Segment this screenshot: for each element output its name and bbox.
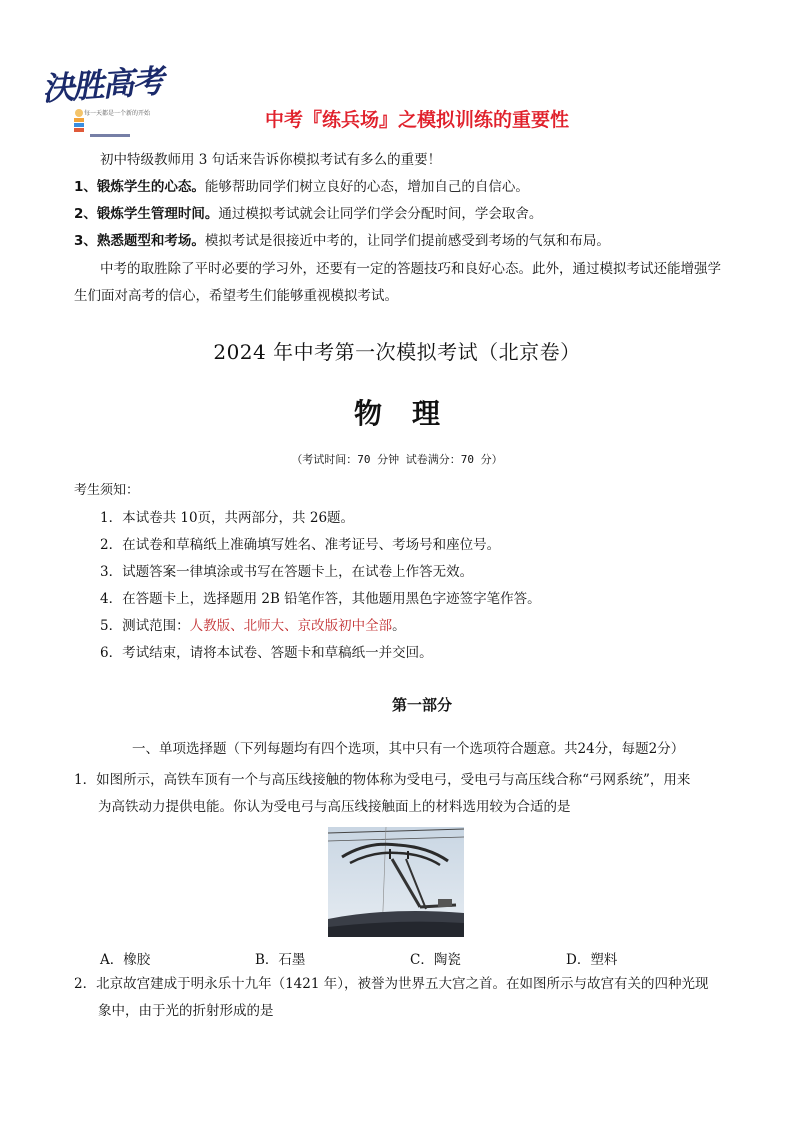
option-a[interactable]: A．橡胶 xyxy=(100,952,151,968)
logo-slogan: 每一天都是一个新的开始 xyxy=(84,110,151,117)
point-number: 1、 xyxy=(74,179,97,195)
pantograph-image-icon xyxy=(328,827,464,937)
intro-closing: 中考的取胜除了平时必要的学习外，还要有一定的答题技巧和良好心态。此外，通过模拟考试还能增强学生们面对高考的信心，希望考生们能够重视模拟考试。 xyxy=(74,261,721,304)
subject-title: 物理 xyxy=(353,397,470,430)
option-d[interactable]: D．塑料 xyxy=(566,952,618,968)
point-text: 能够帮助同学们树立良好的心态，增加自己的自信心。 xyxy=(204,179,529,195)
notice-item: 2．在试卷和草稿纸上准确填写姓名、准考证号、考场号和座位号。 xyxy=(100,537,501,553)
logo-text: 決胜高考 xyxy=(40,61,164,109)
point-number: 2、 xyxy=(74,206,97,222)
point-title: 熟悉题型和考场。 xyxy=(96,233,205,249)
section-title: 一、单项选择题（下列每题均有四个选项，其中只有一个选项符合题意。共24分，每题2分） xyxy=(132,741,685,757)
question-1 xyxy=(74,767,734,821)
scope-suffix: 。 xyxy=(392,618,406,634)
question-text-cont: 象中，由于光的折射形成的是 xyxy=(98,1003,274,1019)
intro-point-1 xyxy=(74,177,529,197)
intro-point-2 xyxy=(74,204,542,224)
exam-time-info: （考试时间：70 分钟 试卷满分：70 分） xyxy=(291,453,503,466)
option-b[interactable]: B．石墨 xyxy=(255,952,306,968)
point-title: 锻炼学生管理时间。 xyxy=(96,206,219,222)
notice-label: 考生须知： xyxy=(74,483,140,498)
scope-value: 人教版、北师大、京改版初中全部 xyxy=(189,618,393,634)
notice-item: 1．本试卷共 10页，共两部分，共 26题。 xyxy=(100,510,355,526)
intro-lead: 初中特级教师用 3 句话来告诉你模拟考试有多么的重要！ xyxy=(100,152,442,168)
point-text: 通过模拟考试就会让同学们学会分配时间，学会取舍。 xyxy=(218,206,543,222)
page-headline: 中考『练兵场』之模拟训练的重要性 xyxy=(264,109,569,131)
scope-prefix: 5．测试范围： xyxy=(100,618,190,634)
point-title: 锻炼学生的心态。 xyxy=(96,179,205,195)
question-text: 1．如图所示，高铁车顶有一个与高压线接触的物体称为受电弓，受电弓与高压线合称“弓网系统”，用来 xyxy=(74,772,691,788)
point-number: 3、 xyxy=(74,233,97,249)
notice-item: 6．考试结束，请将本试卷、答题卡和草稿纸一并交回。 xyxy=(100,645,433,661)
notice-item: 3．试题答案一律填涂或书写在答题卡上，在试卷上作答无效。 xyxy=(100,564,474,580)
option-c[interactable]: C．陶瓷 xyxy=(410,952,461,968)
question-2 xyxy=(74,971,734,1025)
pantograph-photo xyxy=(328,827,464,937)
exam-title: 2024 年中考第一次模拟考试（北京卷） xyxy=(213,340,581,364)
point-text: 模拟考试是很接近中考的，让同学们提前感受到考场的气氛和布局。 xyxy=(204,233,610,249)
intro-point-3 xyxy=(74,231,610,251)
question-text: 2．北京故宫建成于明永乐十九年（1421 年），被誉为世界五大宫之首。在如图所示与故宫有关的四种光现 xyxy=(74,976,709,992)
question-text-cont: 为高铁动力提供电能。你认为受电弓与高压线接触面上的材料选用较为合适的是 xyxy=(98,799,571,815)
notice-item-scope xyxy=(100,614,406,634)
notice-item: 4．在答题卡上，选择题用 2B 铅笔作答，其他题用黑色字迹签字笔作答。 xyxy=(100,591,541,607)
part-title: 第一部分 xyxy=(391,696,452,714)
